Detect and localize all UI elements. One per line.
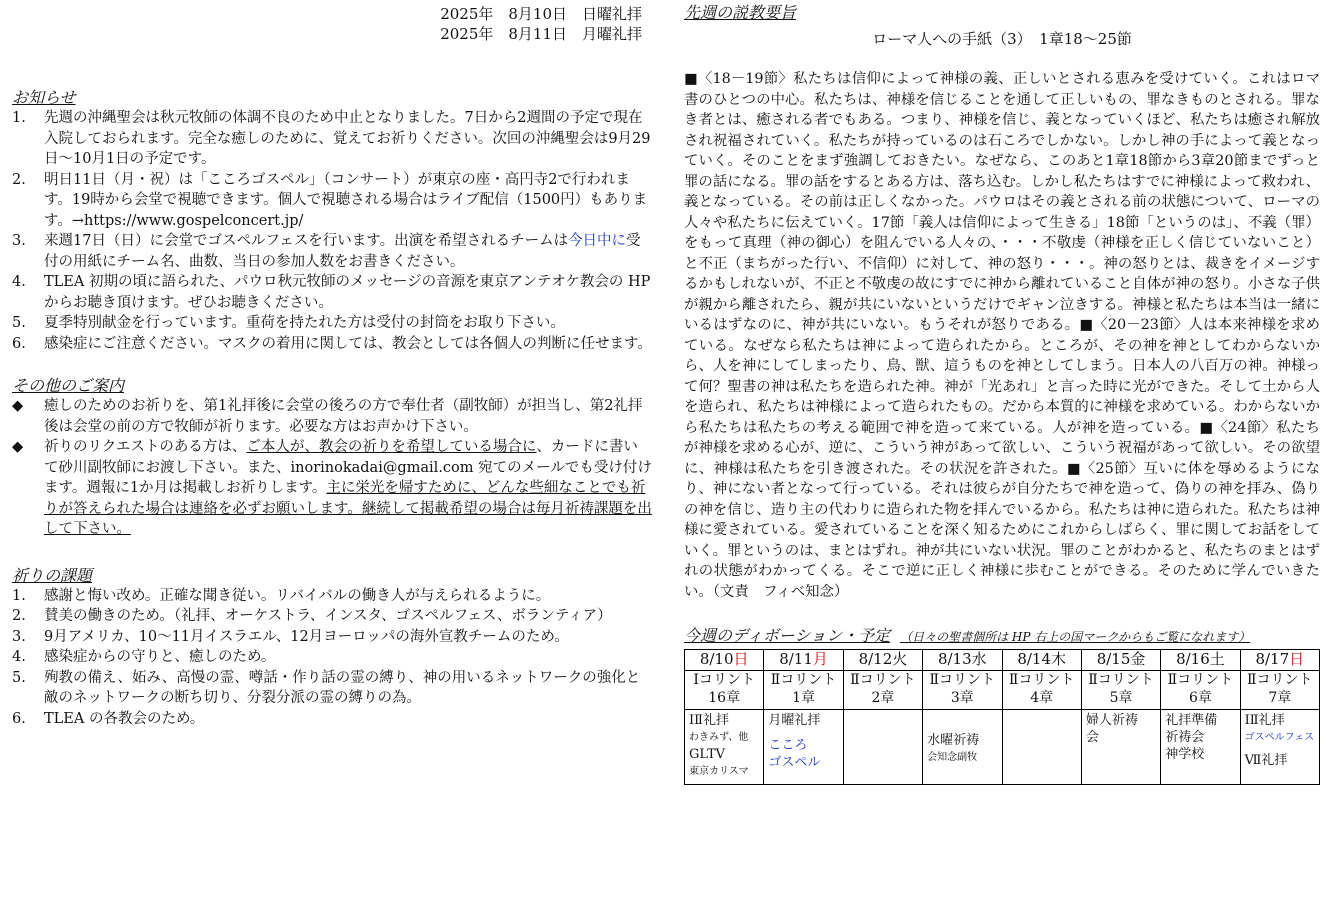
prayer-item: 6. TLEA の各教会のため。 [12,710,205,727]
day-reading: Ⅱコリント 6章 [1161,671,1240,710]
day-reading: Ⅱコリント 3章 [923,671,1002,710]
other-heading: その他のご案内 [12,376,125,395]
announcement-item: 4. TLEA 初期の頃に語られた、パウロ秋元牧師のメッセージの音源を東京アンテオケ教会の HP からお聴き頂けます。ぜひお聴きください。 [12,274,651,311]
day-date: 8/10日 [685,650,764,671]
announcement-item: 2. 明日11日（月・祝）は「こころゴスペル」（コンサート）が東京の座・高円寺2で行われます。19時から会堂で視聴できます。個人で視聴される場合はライブ配信（1500円）もあります。→https://www.gospelconcert.jp/ [12,171,648,229]
day-events: ⅠⅡ礼拝 ゴスペルフェス Ⅶ礼拝 [1240,710,1319,785]
date-line-2: 2025年 8月11日 月曜礼拝 [440,25,642,43]
day-date: 8/17日 [1240,650,1319,671]
day-date: 8/15金 [1081,650,1160,671]
day-reading: Ⅱコリント 7章 [1240,671,1319,710]
prayer-item: 3. 9月アメリカ、10～11月イスラエル、12月ヨーロッパの海外宣教チームのため。 [12,628,569,645]
devotion-table [684,649,1320,785]
day-events: 礼拝準備 祈祷会 神学校 [1161,710,1240,785]
day-events: ⅠⅡ礼拝 わきみず、他 GLTV 東京カリスマ [685,710,764,785]
diamond-bullet-icon: ◆ [12,398,24,414]
day-date: 8/16土 [1161,650,1240,671]
day-date: 8/14木 [1002,650,1081,671]
prayer-list [12,586,652,730]
day-events: 水曜祈祷 会知念副牧 [923,710,1002,785]
day-reading: Ⅱコリント 1章 [764,671,843,710]
left-column [12,0,652,729]
diamond-bullet-icon: ◆ [12,439,24,455]
devotion-heading: 今週のディボーション・予定 （日々の聖書個所は HP 右上の国マークからもご覧になれます） [684,626,1251,645]
sermon-body: ■〈18－19節〉私たちは信仰によって神様の義、正しいとされる恵みを受けていく。これはロマ書のひとつの中心。私たちは、神様を信じることを通して正しいもの、罪なきものとされる。罪なき者とは、癒される者でもある。つまり、神様を信じ、義となっていくほど、私たちは癒され解放され祝福されていく。私たちが持っているのは石ころでしかない。しかし神の手によって義となっていく。そのことをまず強調しておきたい。なぜなら、このあと1章18節から3章20節までずっと罪の話になる。罪の話をするとある方は、落ち込む。しかし私たちはすでに神様によって救われ、義となっている。その前は正しくなかった。パウロはその義とされる前の状態について、ローマの人々や私たちに伝えていく。17節「義人は信仰によって生きる」18節「というのは」、不義（罪）をもって真理（神の御心）を阻んでいる人々の、・・・不敬虔（神様を正しく信じていないこと）と不正（まちがった行い、不信仰）に対して、神の怒り・・・。神の怒りとは、裁きをイメージするかもしれないが、不正と不敬虔の故にすでに神から離れていること自体が神の怒り。小さな子供が親から離されたら、親が共にいないというだけでギャン泣きする。神様と私たちは本当は一緒にいるはずなのに、神が共にいない。もうそれが怒りである。■〈20－23節〉人は本来神様を求めている。なぜなら私たちは神によって造られたから。ところが、その神を神としてわからないから、人を神にしてしまったり、鳥、獣、這うものを神としてしまう。日本人の八百万の神。神様って何？聖書の神は私たちを造られた神。神が「光あれ」と言った時に光ができた。そして土から人を造られ、私たちは神様によって造られたもの。だから本質的に神様を求めている。わからないから私たちは私たちの考える範囲で神を造って来ている。人が神を造っている。■〈24節〉私たちが神様を求める心が、逆に、こういう神があって欲しい、こういう祝福があって欲しい。その欲望に、神様は私たちを引き渡された。その状況を許された。■〈25節〉互いに体を辱めるようになり、神にない者となって行っている。それは彼らが自分たちで神を造って、偽りの神を拝み、偽りの神を信じ、造り主の代わりに造られた物を拝んでいるから。私たちは神に造られた。私たちは神様に愛されている。愛されていることを深く知るためにこれからしばらく、罪に関してお話をしていく。罪というのは、まとはずれ。神が共にいない状況。罪のことがわかると、私たちのまとはずれの状態がわかってくる。そこで逆に正しく神様に歩むことができる。そのために学んでいきたい。（文責 フィベ知念） [684,71,1320,600]
highlight-text: 今日中に [568,233,627,249]
prayer-item: 5. 殉教の備え、妬み、高慢の霊、噂話・作り話の霊の縛り、神の用いるネットワークの強化と敵のネットワークの断ち切り、分裂分派の霊の縛りの為。 [12,669,641,706]
day-reading: Ⅱコリント 2章 [843,671,922,710]
other-list [12,396,652,540]
devotion-date-row [685,650,1320,671]
devotion-event-row [685,710,1320,785]
prayer-item: 2. 賛美の働きのため。（礼拝、オーケストラ、インスタ、ゴスペルフェス、ボランティア） [12,608,612,624]
day-reading: Ⅰコリント 16章 [685,671,764,710]
day-events [1002,710,1081,785]
announcements-list [12,108,652,354]
sermon-title: ローマ人への手紙（3） 1章18～25節 [872,30,1132,48]
day-date: 8/13水 [923,650,1002,671]
devotion-note: （日々の聖書個所は HP 右上の国マークからもご覧になれます） [900,630,1251,644]
date-line-1: 2025年 8月10日 日曜礼拝 [440,5,642,23]
sermon-heading: 先週の説教要旨 [684,3,797,22]
day-date: 8/11月 [764,650,843,671]
day-reading: Ⅱコリント 4章 [1002,671,1081,710]
devotion-reading-row [685,671,1320,710]
right-column [684,0,1320,785]
day-events [843,710,922,785]
day-date: 8/12火 [843,650,922,671]
other-item: ◆ 癒しのためのお祈りを、第1礼拝後に会堂の後ろの方で奉仕者（副牧師）が担当し、第2礼拝後は会堂の前の方で牧師が祈ります。必要な方はお声かけ下さい。 [12,398,643,435]
prayer-item: 1. 感謝と悔い改め。正確な聞き従い。リバイバルの働き人が与えられるように。 [12,587,551,604]
other-item: ◆ 祈りのリクエストのある方は、ご本人が、教会の祈りを希望している場合に、カードに書いて砂川副牧師にお渡し下さい。また、inorinokadai@gmail.com 宛てのメールでも受け付けます。週報に1か月は掲載しお祈りします。主に栄光を帰すために、どんな些細なことでも祈りが答えられた場合は連絡を必ずお願いします。継続して掲載希望の場合は毎月祈祷課題を出して下さい。 [12,439,652,537]
day-events: 月曜礼拝 こころ ゴスペル [764,710,843,785]
announcement-item: 5. 夏季特別献金を行っています。重荷を持たれた方は受付の封筒をお取り下さい。 [12,315,565,331]
announcement-item: 6. 感染症にご注意ください。マスクの着用に関しては、教会としては各個人の判断に任せます。 [12,335,652,352]
announcements-heading: お知らせ [12,88,76,107]
announcement-item: 1. 先週の沖縄聖会は秋元牧師の体調不良のため中止となりました。7日から2週間の予定で現在入院しておられます。完全な癒しのために、覚えてお祈りください。次回の沖縄聖会は9月29日～10月1日の予定です。 [12,110,651,167]
day-reading: Ⅱコリント 5章 [1081,671,1160,710]
announcement-item: 3. 来週17日（日）に会堂でゴスペルフェスを行います。出演を希望されるチームは今日中に受付の用紙にチーム名、曲数、当日の参加人数をお書きください。 [12,233,641,270]
prayer-item: 4. 感染症からの守りと、癒しのため。 [12,649,276,665]
prayer-heading: 祈りの課題 [12,565,93,585]
day-events: 婦人祈祷 会 [1081,710,1160,785]
